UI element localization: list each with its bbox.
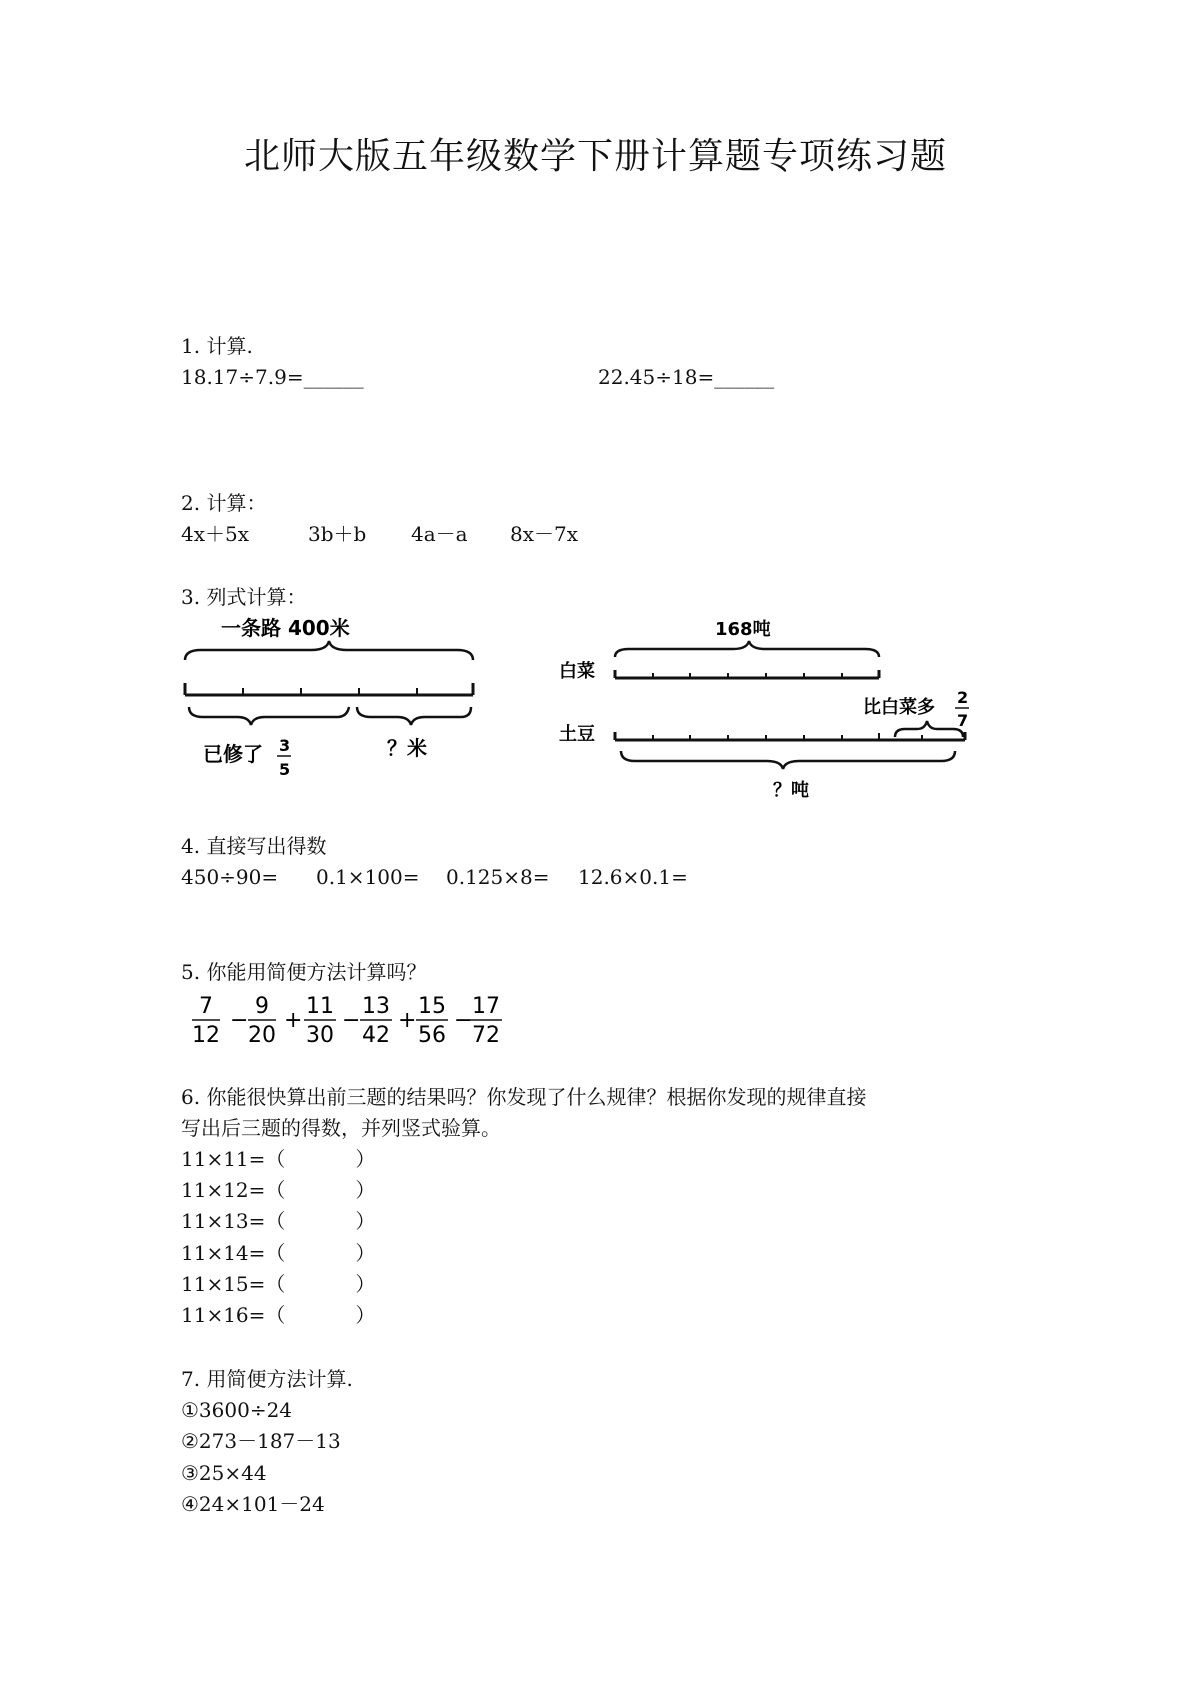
svg-text:17: 17: [472, 994, 500, 1019]
q6-heading-line-2: 写出后三题的得数，并列竖式验算。: [181, 1116, 501, 1140]
q4-item-2: 0.1×100=: [316, 865, 420, 889]
svg-text:30: 30: [306, 1023, 334, 1048]
q7-heading: 7. 用简便方法计算.: [181, 1367, 353, 1391]
q3-vegetable-diagram: [555, 615, 985, 800]
road-total-brace: [185, 641, 473, 660]
q6-item-6: 11×16=（ ）: [181, 1303, 376, 1327]
q5-heading: 5. 你能用简便方法计算吗？: [181, 960, 427, 984]
potato-unknown-label: ？吨: [773, 780, 809, 800]
term-3: [304, 994, 336, 1048]
q2-item-4: 8x－7x: [510, 522, 579, 546]
svg-text:−: −: [230, 1008, 249, 1033]
q2-item-1: 4x＋5x: [181, 522, 250, 546]
term-1: [192, 994, 220, 1048]
q5-expression: [186, 993, 506, 1049]
q2-item-2: 3b＋b: [308, 522, 367, 546]
svg-text:9: 9: [255, 994, 269, 1019]
q4-item-4: 12.6×0.1=: [578, 865, 688, 889]
road-repaired-num: 3: [279, 736, 291, 755]
q4-item-3: 0.125×8=: [446, 865, 550, 889]
potato-label: 土豆: [559, 724, 595, 745]
q1-item-2: 22.45÷18=______: [598, 365, 775, 389]
q4-item-1: 450÷90=: [181, 865, 279, 889]
q6-item-5: 11×15=（ ）: [181, 1272, 376, 1296]
svg-text:+: +: [398, 1008, 417, 1033]
q3-road-diagram: [181, 615, 481, 785]
svg-text:20: 20: [248, 1023, 276, 1048]
q2-item-3: 4a－a: [411, 522, 468, 546]
svg-text:−: −: [454, 1008, 473, 1033]
svg-text:56: 56: [418, 1023, 446, 1048]
more-den: 7: [957, 711, 969, 730]
q1-heading: 1. 计算.: [181, 334, 253, 358]
q7-item-1: ①3600÷24: [181, 1398, 293, 1422]
q2-heading: 2. 计算：: [181, 491, 267, 515]
svg-text:15: 15: [418, 994, 446, 1019]
term-5: [416, 994, 448, 1048]
svg-text:42: 42: [362, 1023, 390, 1048]
q6-item-4: 11×14=（ ）: [181, 1241, 376, 1265]
road-repaired-den: 5: [279, 760, 291, 779]
q6-item-1: 11×11=（ ）: [181, 1147, 376, 1171]
q1-item-1: 18.17÷7.9=______: [181, 365, 364, 389]
svg-text:11: 11: [306, 994, 334, 1019]
q7-item-4: ④24×101－24: [181, 1492, 325, 1516]
svg-text:13: 13: [362, 994, 390, 1019]
potato-total-brace: [621, 751, 955, 769]
more-num: 2: [957, 688, 969, 707]
road-unknown-brace: [357, 707, 471, 725]
cabbage-total-label: 168吨: [715, 619, 771, 640]
svg-text:12: 12: [192, 1023, 220, 1048]
road-total-label: 一条路 400米: [221, 616, 350, 640]
q6-item-3: 11×13=（ ）: [181, 1209, 376, 1233]
term-4: [360, 994, 392, 1048]
q6-heading-line-1: 6. 你能很快算出前三题的结果吗？你发现了什么规律？根据你发现的规律直接: [181, 1085, 867, 1109]
road-repaired-label: 已修了: [203, 742, 263, 766]
cabbage-total-brace: [615, 641, 879, 657]
term-2: [248, 994, 276, 1048]
road-unknown-label: ？米: [387, 736, 427, 760]
q7-item-3: ③25×44: [181, 1461, 267, 1485]
q4-heading: 4. 直接写出得数: [181, 834, 327, 858]
svg-text:−: −: [342, 1008, 361, 1033]
more-than-label: 比白菜多: [863, 697, 935, 718]
q6-item-2: 11×12=（ ）: [181, 1178, 376, 1202]
q7-item-2: ②273－187－13: [181, 1429, 341, 1453]
svg-text:72: 72: [472, 1023, 500, 1048]
road-repaired-brace: [189, 707, 349, 725]
more-brace: [895, 721, 963, 737]
svg-text:7: 7: [199, 994, 213, 1019]
page-title: 北师大版五年级数学下册计算题专项练习题: [243, 136, 947, 177]
q3-heading: 3. 列式计算：: [181, 585, 307, 609]
svg-text:+: +: [284, 1008, 303, 1033]
term-6: [470, 994, 502, 1048]
cabbage-label: 白菜: [559, 661, 595, 682]
